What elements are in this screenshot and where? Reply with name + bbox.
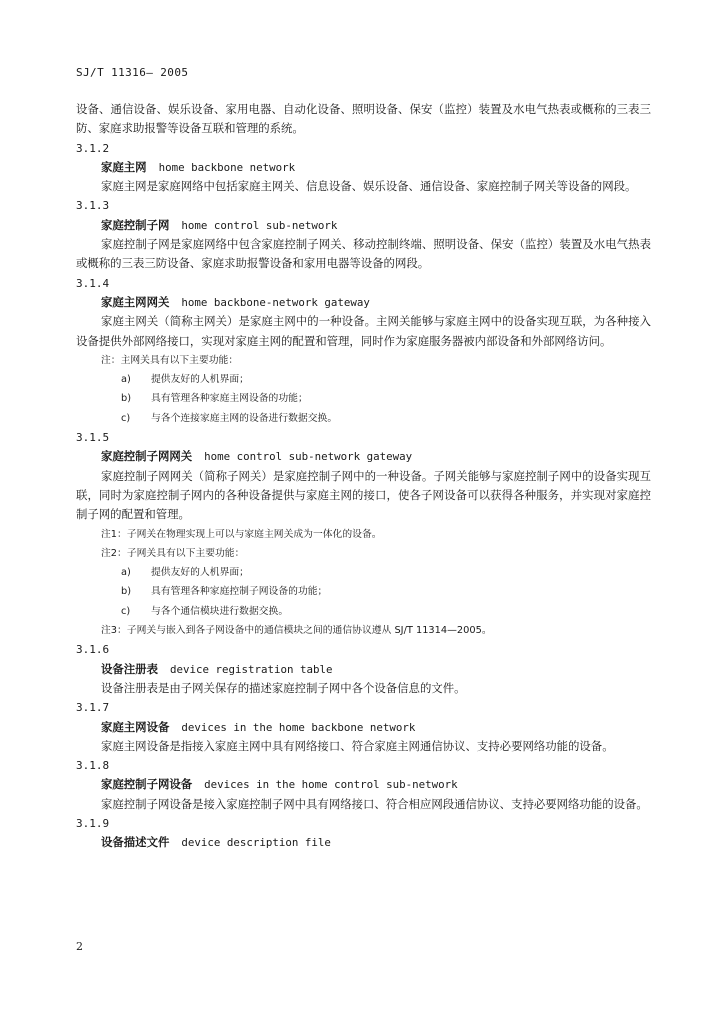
term-en: home backbone network [158, 160, 296, 174]
term-en: devices in the home backbone network [181, 720, 416, 734]
term-en: devices in the home control sub-network [204, 778, 458, 792]
note-item-marker: b) [121, 393, 132, 405]
term-zh: 家庭主网设备 [101, 719, 170, 734]
clause-number: 3.1.6 [76, 643, 110, 657]
note-item-text: 具有管理各种家庭主网设备的功能； [151, 393, 308, 405]
note: 注1：子网关在物理实现上可以与家庭主网关成为一体化的设备。 [101, 528, 382, 540]
note: 注3：子网关与嵌入到各子网设备中的通信模块之间的通信协议遵从 SJ/T 11314—2005。 [101, 625, 492, 637]
note-item [76, 602, 651, 621]
standard-id: SJ/T 11316— 2005 [76, 66, 189, 79]
definition: 家庭主网设备是指接入家庭主网中具有网络接口、符合家庭主网通信协议、支持必要网络功能的设备。 [101, 738, 614, 753]
clause-number: 3.1.8 [76, 759, 110, 773]
term-en: home control sub-network gateway [204, 450, 413, 464]
note-item [76, 409, 651, 428]
note-item-marker: b) [121, 586, 132, 598]
term-zh: 设备描述文件 [101, 835, 170, 850]
term-heading [76, 158, 651, 177]
term-zh: 家庭控制子网 [101, 217, 170, 232]
note-item [76, 389, 651, 408]
note-item-marker: a) [121, 374, 131, 386]
clause-number: 3.1.9 [76, 816, 110, 830]
clause-number: 3.1.5 [76, 431, 110, 445]
term-heading [76, 833, 651, 852]
page-number: 2 [76, 940, 83, 953]
term-en: home backbone-network gateway [181, 295, 370, 309]
note-item [76, 370, 651, 389]
term-heading [76, 216, 651, 235]
clause-number: 3.1.7 [76, 701, 110, 715]
term-heading [76, 660, 651, 679]
definition: 设备注册表是由子网关保存的描述家庭控制子网中各个设备信息的文件。 [101, 680, 466, 695]
term-en: device registration table [169, 662, 333, 676]
note-item-text: 与各个连接家庭主网的设备进行数据交换。 [151, 412, 338, 424]
note: 注：主网关具有以下主要功能： [101, 354, 239, 366]
note-item-marker: c) [121, 412, 131, 424]
intro-paragraph: 设备、通信设备、娱乐设备、家用电器、自动化设备、照明设备、保安（监控）装置及水电气热表或概称的三表三防、家庭求助报警等设备互联和管理的系统。 [76, 102, 651, 136]
clause-number: 3.1.2 [76, 141, 110, 155]
note-item [76, 563, 651, 582]
page-content [76, 100, 651, 853]
clause-number: 3.1.4 [76, 276, 110, 290]
note: 注2：子网关具有以下主要功能： [101, 547, 245, 559]
term-heading [76, 447, 651, 466]
definition: 家庭主网是家庭网络中包括家庭主网关、信息设备、娱乐设备、通信设备、家庭控制子网关等设备的网段。 [101, 179, 637, 194]
term-heading [76, 718, 651, 737]
definition: 家庭控制子网网关（简称子网关）是家庭控制子网中的一种设备。子网关能够与家庭控制子网中的设备实现互联，同时为家庭控制子网内的各种设备提供与家庭主网的接口，使各子网设备可以获得各种服务，并实现对家庭控制子网的配置和管理。 [76, 468, 651, 522]
term-en: device description file [181, 836, 331, 850]
term-zh: 家庭控制子网网关 [101, 449, 193, 464]
definition: 家庭主网关（简称主网关）是家庭主网中的一种设备。主网关能够与家庭主网中的设备实现互联，为各种接入设备提供外部网络接口，实现对家庭主网的配置和管理，同时作为家庭服务器被内部设备和外部网络访问。 [76, 314, 651, 348]
clause-number: 3.1.3 [76, 199, 110, 213]
definition: 家庭控制子网是家庭网络中包含家庭控制子网关、移动控制终端、照明设备、保安（监控）装置及水电气热表或概称的三表三防设备、家庭求助报警设备和家用电器等设备的网段。 [76, 237, 651, 271]
term-zh: 家庭主网网关 [101, 294, 170, 309]
term-en: home control sub-network [181, 218, 338, 232]
note-item-text: 具有管理各种家庭控制子网设备的功能； [151, 586, 328, 598]
term-heading [76, 775, 651, 794]
term-heading [76, 293, 651, 312]
note-item [76, 582, 651, 601]
note-item-marker: c) [121, 605, 131, 617]
note-item-text: 提供友好的人机界面； [151, 374, 249, 386]
note-item-text: 与各个通信模块进行数据交换。 [151, 605, 289, 617]
note-item-marker: a) [121, 567, 131, 579]
note-item-text: 提供友好的人机界面； [151, 567, 249, 579]
term-zh: 设备注册表 [101, 661, 158, 676]
definition: 家庭控制子网设备是接入家庭控制子网中具有网络接口、符合相应网段通信协议、支持必要网络功能的设备。 [101, 796, 648, 811]
term-zh: 家庭主网 [101, 159, 147, 174]
term-zh: 家庭控制子网设备 [101, 777, 193, 792]
